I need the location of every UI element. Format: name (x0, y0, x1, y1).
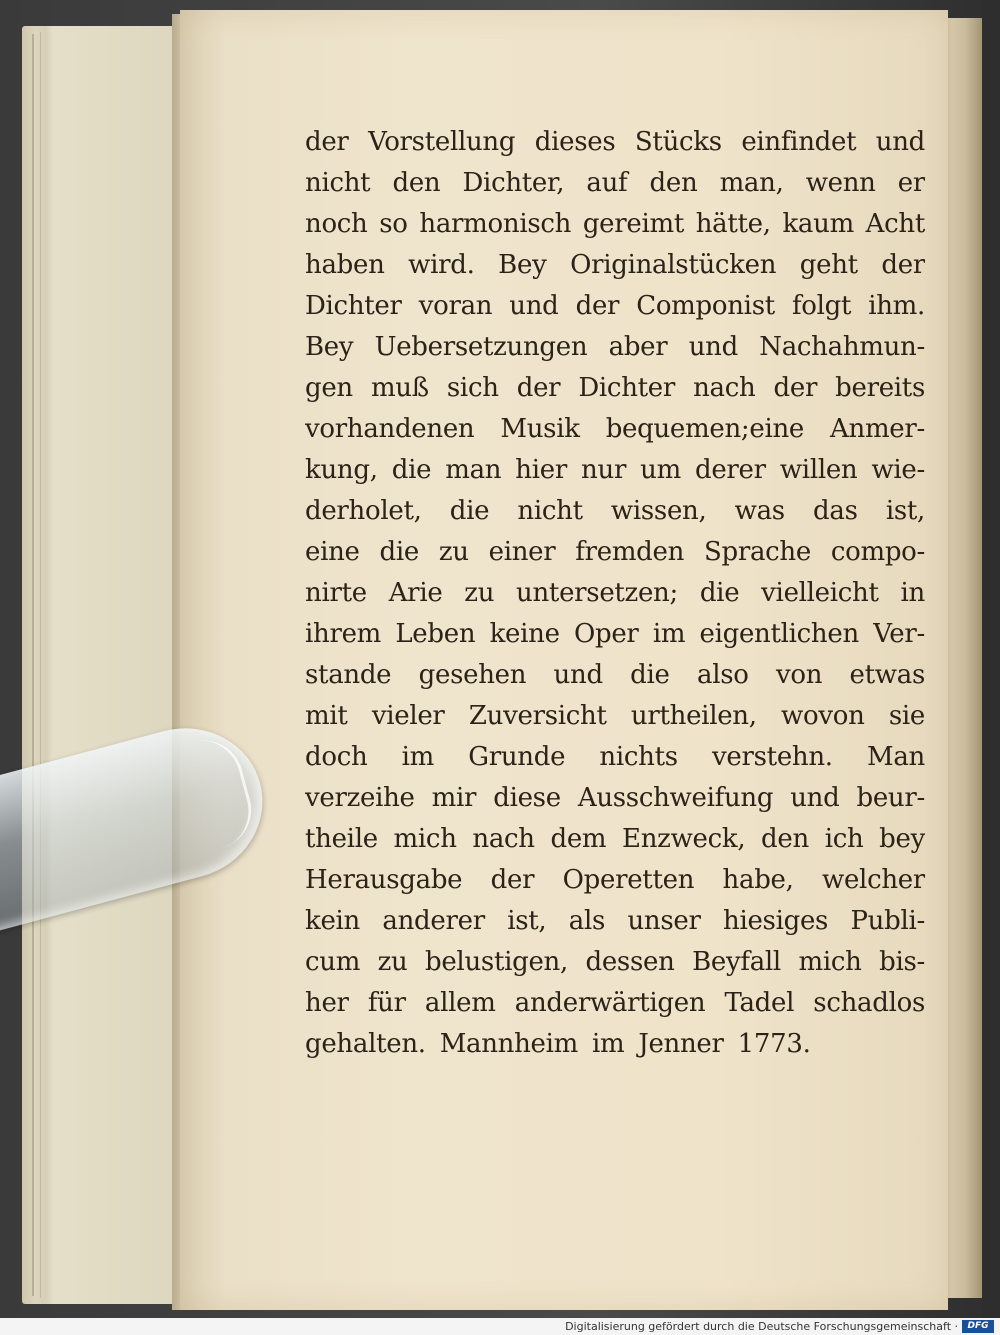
text-line: kung, die man hier nur um derer willen wie- (305, 455, 925, 485)
text-line: nirte Arie zu untersetzen; die vielleicht in (305, 578, 925, 608)
text-line: her für allem anderwärtigen Tadel schadlos (305, 988, 925, 1018)
text-line-closing: gehalten. Mannheim im Jenner 1773. (305, 1029, 811, 1059)
text-line: Herausgabe der Operetten habe, welcher (305, 865, 925, 895)
text-line: stande gesehen und die also von etwas (305, 660, 925, 690)
text-line: der Vorstellung dieses Stücks einfindet und (305, 127, 925, 157)
text-line: gen muß sich der Dichter nach der bereits (305, 373, 925, 403)
text-line: Dichter voran und der Componist folgt ihm. (305, 291, 925, 321)
text-line: nicht den Dichter, auf den man, wenn er (305, 168, 925, 198)
text-line: haben wird. Bey Originalstücken geht der (305, 250, 925, 280)
right-background-strip (982, 0, 1000, 1318)
page-text (305, 122, 925, 1065)
text-line: mit vieler Zuversicht urtheilen, wovon sie (305, 701, 925, 731)
dfg-logo-icon[interactable]: DFG (962, 1320, 994, 1333)
text-line: doch im Grunde nichts verstehn. Man (305, 742, 925, 772)
text-line: verzeihe mir diese Ausschweifung und beur- (305, 783, 925, 813)
text-line: derholet, die nicht wissen, was das ist, (305, 496, 925, 526)
left-page-stack (22, 26, 192, 1304)
text-line: eine die zu einer fremden Sprache compo- (305, 537, 925, 567)
footer-bar (0, 1318, 1000, 1335)
text-line: noch so harmonisch gereimt hätte, kaum Acht (305, 209, 925, 239)
text-line: kein anderer ist, als unser hiesiges Publi- (305, 906, 925, 936)
funding-credit: Digitalisierung gefördert durch die Deutsche Forschungsgemeinschaft · (565, 1320, 958, 1333)
text-line: theile mich nach dem Enzweck, den ich bey (305, 824, 925, 854)
text-line: vorhandenen Musik bequemen;eine Anmer- (305, 414, 925, 444)
text-line: ihrem Leben keine Oper im eigentlichen Ver- (305, 619, 925, 649)
text-line: Bey Uebersetzungen aber und Nachahmun- (305, 332, 925, 362)
text-line: cum zu belustigen, dessen Beyfall mich bis- (305, 947, 925, 977)
